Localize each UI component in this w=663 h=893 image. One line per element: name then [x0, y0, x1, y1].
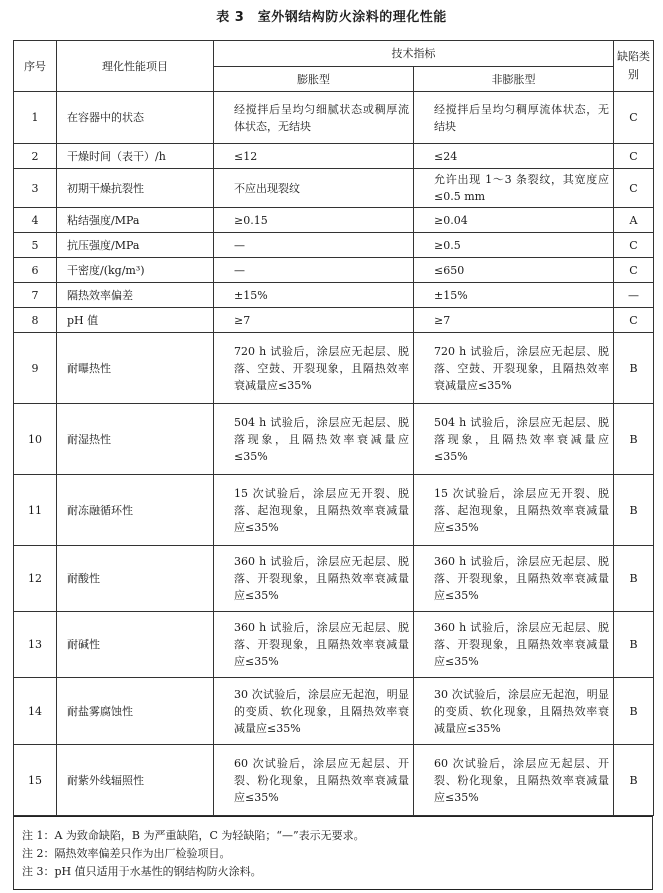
table-row — [14, 546, 654, 612]
row-expand-value: 不应出现裂纹 — [214, 169, 414, 208]
row-number: 13 — [14, 612, 57, 678]
table-row — [14, 308, 654, 333]
row-expand-value: — — [214, 258, 414, 283]
row-defect-class: B — [614, 546, 654, 612]
row-expand-value: ≥7 — [214, 308, 414, 333]
row-nonexpand-value: ±15% — [414, 283, 614, 308]
row-defect-class: C — [614, 308, 654, 333]
table-title: 表 3 室外钢结构防火涂料的理化性能 — [216, 10, 447, 25]
row-defect-class: C — [614, 258, 654, 283]
row-nonexpand-value: 30 次试验后，涂层应无起泡，明显的变质、软化现象，且隔热效率衰减量应≤35% — [414, 678, 614, 745]
table-row — [14, 475, 654, 546]
row-item: 初期干燥抗裂性 — [57, 169, 214, 208]
row-item: 耐碱性 — [57, 612, 214, 678]
header-no: 序号 — [14, 41, 57, 92]
row-number: 8 — [14, 308, 57, 333]
row-item: 耐紫外线辐照性 — [57, 745, 214, 816]
row-defect-class: A — [614, 208, 654, 233]
row-item: 干燥时间（表干）/h — [57, 144, 214, 169]
row-expand-value: 30 次试验后，涂层应无起泡，明显的变质、软化现象，且隔热效率衰减量应≤35% — [214, 678, 414, 745]
row-nonexpand-value: 360 h 试验后，涂层应无起层、脱落、开裂现象，且隔热效率衰减量应≤35% — [414, 546, 614, 612]
row-item: 抗压强度/MPa — [57, 233, 214, 258]
row-expand-value: 360 h 试验后，涂层应无起层、脱落、开裂现象，且隔热效率衰减量应≤35% — [214, 546, 414, 612]
row-expand-value: ≥0.15 — [214, 208, 414, 233]
row-nonexpand-value: 15 次试验后，涂层应无开裂、脱落、起泡现象，且隔热效率衰减量应≤35% — [414, 475, 614, 546]
row-nonexpand-value: 经搅拌后呈均匀稠厚流体状态，无结块 — [414, 92, 614, 144]
row-expand-value: 360 h 试验后，涂层应无起层、脱落、开裂现象，且隔热效率衰减量应≤35% — [214, 612, 414, 678]
row-number: 11 — [14, 475, 57, 546]
row-expand-value: ±15% — [214, 283, 414, 308]
row-item: 耐盐雾腐蚀性 — [57, 678, 214, 745]
notes-section — [13, 816, 653, 890]
note-1: 注 1：A 为致命缺陷，B 为严重缺陷，C 为轻缺陷；“—”表示无要求。 — [22, 829, 365, 842]
row-item: 粘结强度/MPa — [57, 208, 214, 233]
note-3: 注 3：pH 值只适用于水基性的钢结构防火涂料。 — [22, 865, 262, 878]
properties-table-container — [13, 40, 653, 890]
row-number: 5 — [14, 233, 57, 258]
table-row — [14, 208, 654, 233]
header-nonexpand: 非膨胀型 — [414, 67, 614, 92]
row-number: 12 — [14, 546, 57, 612]
row-nonexpand-value: ≤650 — [414, 258, 614, 283]
note-2: 注 2：隔热效率偏差只作为出厂检验项目。 — [22, 847, 231, 860]
table-row — [14, 258, 654, 283]
table-row — [14, 233, 654, 258]
row-number: 1 — [14, 92, 57, 144]
row-number: 6 — [14, 258, 57, 283]
row-defect-class: C — [614, 169, 654, 208]
row-defect-class: C — [614, 144, 654, 169]
table-row — [14, 612, 654, 678]
row-expand-value: 经搅拌后呈均匀细腻状态或稠厚流体状态，无结块 — [214, 92, 414, 144]
row-number: 3 — [14, 169, 57, 208]
row-nonexpand-value: 504 h 试验后，涂层应无起层、脱落现象，且隔热效率衰减量应≤35% — [414, 404, 614, 475]
row-defect-class: B — [614, 333, 654, 404]
header-defect: 缺陷类别 — [614, 41, 654, 92]
row-defect-class: B — [614, 612, 654, 678]
header-spec: 技术指标 — [214, 41, 614, 67]
table-row — [14, 144, 654, 169]
row-defect-class: B — [614, 404, 654, 475]
row-item: pH 值 — [57, 308, 214, 333]
table-row — [14, 745, 654, 816]
table-row — [14, 169, 654, 208]
row-defect-class: C — [614, 92, 654, 144]
row-expand-value: 60 次试验后，涂层应无起层、开裂、粉化现象，且隔热效率衰减量应≤35% — [214, 745, 414, 816]
table-body — [14, 92, 654, 816]
row-defect-class: B — [614, 475, 654, 546]
row-expand-value: — — [214, 233, 414, 258]
row-item: 耐湿热性 — [57, 404, 214, 475]
row-number: 14 — [14, 678, 57, 745]
header-expand: 膨胀型 — [214, 67, 414, 92]
row-nonexpand-value: 60 次试验后，涂层应无起层、开裂、粉化现象，且隔热效率衰减量应≤35% — [414, 745, 614, 816]
row-item: 在容器中的状态 — [57, 92, 214, 144]
table-row — [14, 283, 654, 308]
row-nonexpand-value: 360 h 试验后，涂层应无起层、脱落、开裂现象，且隔热效率衰减量应≤35% — [414, 612, 614, 678]
row-expand-value: 15 次试验后，涂层应无开裂、脱落、起泡现象，且隔热效率衰减量应≤35% — [214, 475, 414, 546]
row-nonexpand-value: 允许出现 1～3 条裂纹，其宽度应≤0.5 mm — [414, 169, 614, 208]
row-nonexpand-value: 720 h 试验后，涂层应无起层、脱落、空鼓、开裂现象，且隔热效率衰减量应≤35% — [414, 333, 614, 404]
row-number: 10 — [14, 404, 57, 475]
row-item: 干密度/(kg/m³) — [57, 258, 214, 283]
row-defect-class: B — [614, 745, 654, 816]
row-expand-value: 504 h 试验后，涂层应无起层、脱落现象，且隔热效率衰减量应≤35% — [214, 404, 414, 475]
row-number: 15 — [14, 745, 57, 816]
row-number: 2 — [14, 144, 57, 169]
row-item: 耐酸性 — [57, 546, 214, 612]
row-nonexpand-value: ≥7 — [414, 308, 614, 333]
row-expand-value: 720 h 试验后，涂层应无起层、脱落、空鼓、开裂现象，且隔热效率衰减量应≤35% — [214, 333, 414, 404]
row-number: 4 — [14, 208, 57, 233]
row-nonexpand-value: ≤24 — [414, 144, 614, 169]
table-row — [14, 404, 654, 475]
row-defect-class: — — [614, 283, 654, 308]
row-expand-value: ≤12 — [214, 144, 414, 169]
row-nonexpand-value: ≥0.04 — [414, 208, 614, 233]
row-defect-class: B — [614, 678, 654, 745]
table-row — [14, 92, 654, 144]
table-row — [14, 333, 654, 404]
row-defect-class: C — [614, 233, 654, 258]
header-item: 理化性能项目 — [57, 41, 214, 92]
row-nonexpand-value: ≥0.5 — [414, 233, 614, 258]
row-item: 耐曝热性 — [57, 333, 214, 404]
properties-table — [13, 40, 654, 816]
row-number: 7 — [14, 283, 57, 308]
row-item: 隔热效率偏差 — [57, 283, 214, 308]
table-row — [14, 678, 654, 745]
row-number: 9 — [14, 333, 57, 404]
row-item: 耐冻融循环性 — [57, 475, 214, 546]
